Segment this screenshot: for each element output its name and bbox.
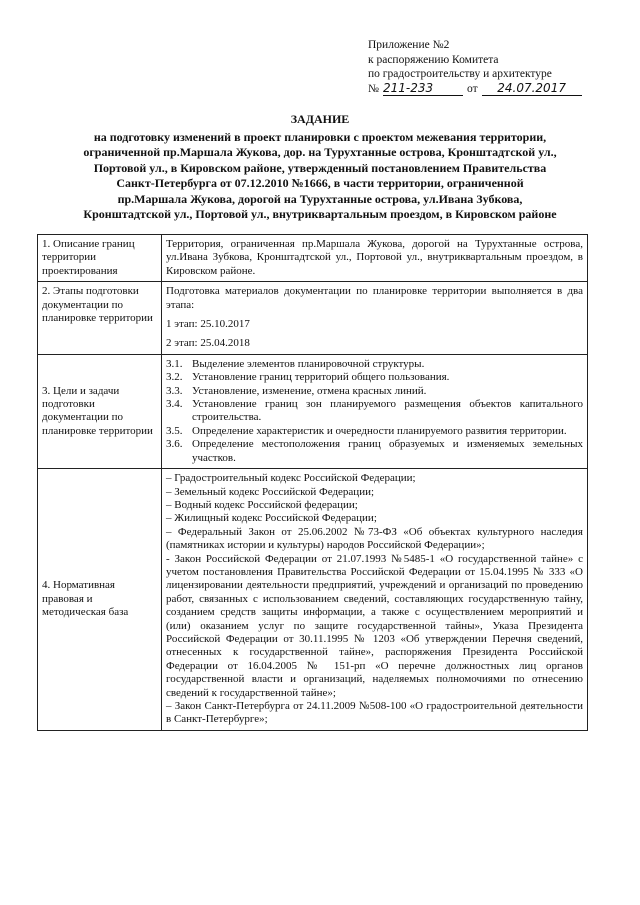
date-prefix: от bbox=[466, 82, 478, 95]
appendix-header bbox=[368, 38, 618, 96]
appendix-line-3: по градостроительству и архитектуре bbox=[368, 68, 552, 80]
appendix-line-2: к распоряжению Комитета bbox=[368, 53, 499, 66]
law-item: – Жилищный кодекс Российской Федерации; bbox=[166, 512, 377, 525]
law-item: – Водный кодекс Российской федерации; bbox=[166, 498, 358, 511]
task-table bbox=[37, 234, 588, 731]
item-text: Выделение элементов планировочной структуры. bbox=[192, 357, 425, 370]
item-text: Определение характеристик и очередности планируемого развития территории. bbox=[192, 424, 567, 437]
number-prefix: № bbox=[368, 82, 379, 95]
table-row bbox=[38, 469, 588, 731]
appendix-line-1: Приложение №2 bbox=[368, 39, 450, 51]
item-number: 3.2. bbox=[166, 371, 183, 384]
item-number: 3.6. bbox=[166, 438, 183, 451]
item-text: Установление, изменение, отмена красных линий. bbox=[192, 384, 427, 397]
title-line-5: пр.Маршала Жукова, дорогой на Турухтанные острова, ул.Ивана Зубкова, bbox=[117, 191, 523, 206]
title-line-1: на подготовку изменений в проект планировки с проектом межевания территории, bbox=[93, 129, 547, 144]
list-item bbox=[166, 425, 583, 438]
list-item bbox=[166, 358, 583, 371]
item-text: Установление границ территорий общего пользования. bbox=[192, 371, 450, 384]
law-item: – Федеральный Закон от 25.06.2002 №73-ФЗ «Об объектах культурного наследия (памятниках истории и культуры) народов Российской Федерации»; bbox=[166, 525, 583, 552]
row-3-content bbox=[162, 354, 588, 468]
row-1-label: 1. Описание границ территории проектирования bbox=[38, 235, 162, 282]
list-item bbox=[166, 371, 583, 384]
row-3-label: 3. Цели и задачи подготовки документации по планировке территории bbox=[38, 354, 162, 468]
law-item: – Закон Санкт-Петербурга от 24.11.2009 №508-100 «О градостроительной деятельности в Санкт-Петербурге»; bbox=[166, 700, 583, 726]
table-row bbox=[38, 235, 588, 282]
document-title bbox=[40, 112, 600, 223]
item-number: 3.5. bbox=[166, 424, 183, 437]
item-number: 3.4. bbox=[166, 398, 183, 411]
order-number: 211-233 bbox=[383, 82, 463, 96]
row-2-text: Подготовка материалов документации по планировке территории выполняется в два этапа: bbox=[166, 285, 583, 311]
law-item: – Градостроительный кодекс Российской Федерации; bbox=[166, 472, 416, 485]
row-4-label: 4. Нормативная правовая и методическая база bbox=[38, 469, 162, 731]
title-line-3: Портовой ул., в Кировском районе, утвержденный постановлением Правительства bbox=[93, 160, 547, 175]
stage-2: 2 этап: 25.04.2018 bbox=[166, 337, 250, 350]
law-item: - Закон Российской Федерации от 21.07.1993 №5485-1 «О государственной тайне» с учетом постановления Правительства Российской Федерации от 15.04.1995 № 333 «О лицензировании деятельности предприятий, учреждений и организаций по проведению работ, связанных с использованием сведений, составляющих государственную тайну, созданием средств защиты информации, а также с осуществлением мероприятий и (или) оказанием услуг по защите государственной тайны», Указа Президента Российской Федерации от 30.11.1995 № 1203 «Об утверждении Перечня сведений, отнесенных к государственной тайне», распоряжения Президента Российской Федерации от 16.04.2005 № 151-рп «О перечне должностных лиц органов государственной власти и организаций, наделяемых полномочиями по отнесению сведений к государственной тайне»; bbox=[166, 552, 583, 699]
item-number: 3.3. bbox=[166, 384, 183, 397]
title-line-6: Кронштадтской ул., Портовой ул., внутриквартальным проездом, в Кировском районе bbox=[83, 207, 557, 221]
item-text: Определение местоположения границ образуемых и изменяемых земельных участков. bbox=[192, 438, 583, 464]
order-date: 24.07.2017 bbox=[482, 82, 582, 96]
row-1-text: Территория, ограниченная пр.Маршала Жукова, дорогой на Турухтанные острова, ул.Ивана Зубкова, Кронштадтской ул., Портовой ул., внутриквартальным проездом, в Кировском районе. bbox=[162, 235, 588, 282]
table-row bbox=[38, 282, 588, 355]
title-main: ЗАДАНИЕ bbox=[290, 112, 350, 126]
item-text: Установление границ зон планируемого размещения объектов капитального строительства. bbox=[192, 398, 583, 424]
item-number: 3.1. bbox=[166, 357, 183, 370]
list-item bbox=[166, 385, 583, 398]
list-item bbox=[166, 438, 583, 465]
list-item bbox=[166, 398, 583, 425]
row-4-content bbox=[162, 469, 588, 731]
table-row bbox=[38, 354, 588, 468]
row-2-label: 2. Этапы подготовки документации по планировке территории bbox=[38, 282, 162, 355]
order-number-line bbox=[368, 82, 618, 97]
stage-1: 1 этап: 25.10.2017 bbox=[166, 318, 250, 331]
law-item: – Земельный кодекс Российской Федерации; bbox=[166, 485, 375, 498]
title-line-2: ограниченной пр.Маршала Жукова, дор. на Турухтанные острова, Кронштадтской ул., bbox=[83, 145, 557, 159]
row-2-content bbox=[162, 282, 588, 355]
title-line-4: Санкт-Петербурга от 07.12.2010 №1666, в части территории, ограниченной bbox=[116, 176, 524, 190]
